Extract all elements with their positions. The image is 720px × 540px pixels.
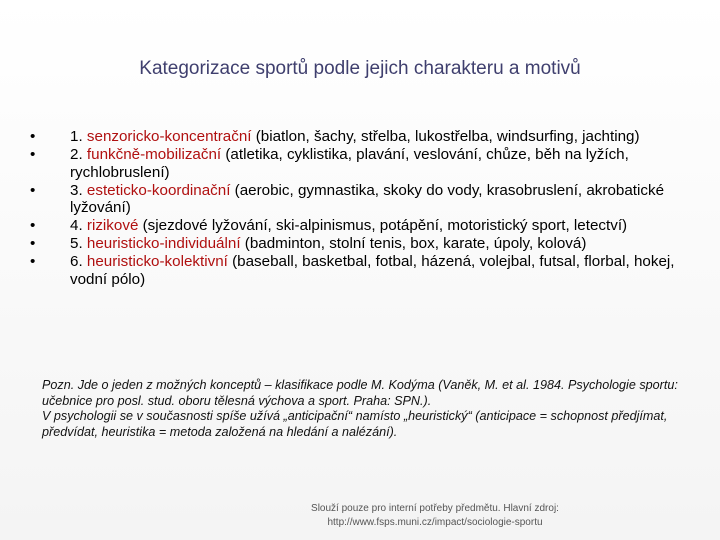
slide-title: Kategorizace sportů podle jejich charakteru a motivů	[139, 58, 581, 79]
note-block	[42, 378, 682, 440]
item-description: (sjezdové lyžování, ski-alpinismus, potápění, motoristický sport, letectví)	[138, 217, 628, 234]
item-number: 5.	[70, 235, 83, 252]
item-term: heuristicko-kolektivní	[86, 253, 228, 270]
item-description: (atletika, cyklistika, plavání, veslování, chůze, běh na lyžích, rychlobruslení)	[70, 146, 629, 181]
list-item	[30, 146, 690, 181]
bullet-icon: •	[30, 146, 36, 163]
bullet-icon: •	[30, 181, 36, 199]
item-term: senzoricko-koncentrační	[86, 128, 252, 145]
item-number: 3.	[70, 181, 83, 199]
list-item	[30, 128, 690, 146]
item-number: 6.	[70, 253, 83, 270]
bullet-icon: •	[30, 253, 36, 270]
item-term: rizikové	[86, 217, 139, 234]
item-number: 4.	[70, 217, 83, 234]
footer-notice: Slouží pouze pro interní potřeby předmětu. Hlavní zdroj:	[311, 503, 559, 514]
bullet-icon: •	[30, 235, 36, 252]
item-term: heuristicko-individuální	[86, 235, 241, 252]
list-item	[30, 235, 690, 253]
footer-source-link: http://www.fsps.muni.cz/impact/sociologie-sportu	[327, 517, 543, 528]
note-citation: Pozn. Jde o jeden z možných konceptů – klasifikace podle M. Kodýma (Vaněk, M. et al. 1984. Psychologie sportu: učebnice pro posl. stud. oboru tělesná výchova a sport. Praha: SPN.).	[42, 378, 678, 408]
bullet-icon: •	[30, 128, 36, 145]
item-description: (aerobic, gymnastika, skoky do vody, krasobruslení, akrobatické lyžování)	[70, 181, 665, 216]
category-list	[30, 128, 690, 289]
item-description: (badminton, stolní tenis, box, karate, úpoly, kolová)	[240, 235, 587, 252]
item-number: 1.	[70, 128, 83, 145]
item-term: esteticko-koordinační	[86, 181, 231, 199]
footer	[250, 502, 620, 530]
item-term: funkčně-mobilizační	[86, 146, 222, 163]
list-item	[30, 182, 690, 217]
list-item	[30, 217, 690, 235]
note-remark: V psychologii se v současnosti spíše užívá „anticipační“ namísto „heuristický“ (anticipace = schopnost předjímat, předvídat, heuristika = metoda založená na hledání a nalézání).	[42, 409, 668, 439]
item-number: 2.	[70, 146, 83, 163]
list-item	[30, 253, 690, 288]
item-description: (baseball, basketbal, fotbal, házená, volejbal, futsal, florbal, hokej, vodní pólo)	[70, 253, 675, 288]
bullet-icon: •	[30, 217, 36, 234]
item-description: (biatlon, šachy, střelba, lukostřelba, windsurfing, jachting)	[251, 128, 640, 145]
